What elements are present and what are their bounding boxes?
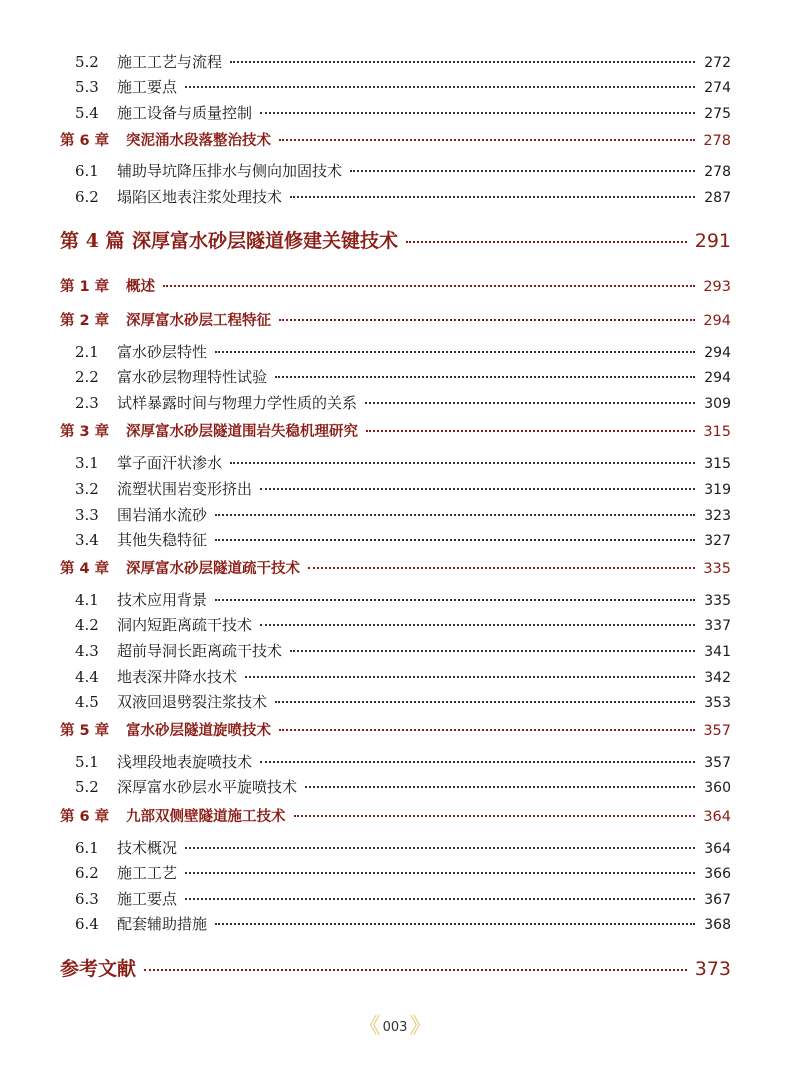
entry-page-number: 274 (704, 80, 731, 96)
toc-section-entry[interactable] (0, 751, 790, 773)
entry-title: 施工要点 (117, 890, 178, 908)
dot-leader (294, 815, 696, 817)
dot-leader (275, 376, 695, 378)
entry-number: 第 3 章 (60, 424, 110, 440)
entry-page-number: 278 (704, 164, 731, 180)
entry-number: 6.1 (75, 162, 99, 180)
toc-section-entry[interactable] (0, 589, 790, 611)
entry-page-number: 294 (704, 345, 731, 361)
entry-title: 洞内短距离疏干技术 (117, 616, 253, 634)
dot-leader (260, 112, 695, 114)
entry-number: 第 6 章 (60, 133, 110, 149)
toc-section-entry[interactable] (0, 691, 790, 713)
entry-page-number: 291 (694, 230, 731, 252)
toc-section-entry[interactable] (0, 888, 790, 910)
dot-leader (305, 786, 695, 788)
entry-number: 2.1 (75, 343, 99, 361)
entry-title: 浅埋段地表旋喷技术 (117, 753, 253, 771)
dot-leader (260, 488, 695, 490)
entry-page-number: 293 (703, 279, 731, 295)
dot-leader (279, 319, 695, 321)
entry-number: 第 4 篇 (60, 230, 125, 252)
entry-title: 施工设备与质量控制 (117, 104, 253, 122)
entry-title: 九部双侧壁隧道施工技术 (126, 809, 286, 825)
entry-title: 参考文献 (60, 958, 137, 980)
toc-section-entry[interactable] (0, 478, 790, 500)
entry-page-number: 366 (704, 866, 731, 882)
entry-page-number: 315 (703, 424, 731, 440)
entry-page-number: 364 (703, 809, 731, 825)
entry-number: 5.2 (75, 778, 99, 796)
entry-title: 施工工艺 (117, 864, 178, 882)
folio-number: 003 (382, 1019, 408, 1035)
entry-number: 6.1 (75, 839, 99, 857)
dot-leader (185, 872, 695, 874)
entry-page-number: 309 (704, 396, 731, 412)
entry-number: 第 6 章 (60, 809, 110, 825)
toc-section-entry[interactable] (0, 862, 790, 884)
dot-leader (406, 241, 687, 243)
entry-title: 其他失稳特征 (117, 531, 208, 549)
toc-section-entry[interactable] (0, 366, 790, 388)
dot-leader (230, 61, 695, 63)
dot-leader (290, 650, 695, 652)
dot-leader (185, 86, 695, 88)
toc-section-entry[interactable] (0, 614, 790, 636)
toc-references-entry[interactable] (0, 955, 790, 983)
dot-leader (275, 701, 695, 703)
entry-title: 深厚富水砂层隧道围岩失稳机理研究 (126, 424, 358, 440)
dot-leader (163, 285, 695, 287)
entry-page-number: 373 (694, 958, 731, 980)
entry-number: 6.4 (75, 915, 99, 933)
dot-leader (260, 624, 695, 626)
entry-title: 技术概况 (117, 839, 178, 857)
entry-title: 双液回退劈裂注浆技术 (117, 693, 268, 711)
entry-number: 第 1 章 (60, 279, 110, 295)
entry-title: 超前导洞长距离疏干技术 (117, 642, 283, 660)
dot-leader (366, 430, 695, 432)
dot-leader (260, 761, 695, 763)
entry-number: 6.3 (75, 890, 99, 908)
entry-title: 塌陷区地表注浆处理技术 (117, 188, 283, 206)
dot-leader (185, 847, 695, 849)
entry-number: 5.3 (75, 78, 99, 96)
entry-title: 深厚富水砂层隧道修建关键技术 (132, 230, 399, 252)
toc-chapter-entry[interactable] (0, 421, 790, 443)
entry-page-number: 357 (704, 755, 731, 771)
toc-section-entry[interactable] (0, 341, 790, 363)
entry-page-number: 364 (704, 841, 731, 857)
page-number (358, 1014, 432, 1040)
toc-section-entry[interactable] (0, 76, 790, 98)
entry-page-number: 323 (704, 508, 731, 524)
toc-section-entry[interactable] (0, 102, 790, 124)
entry-title: 富水砂层特性 (117, 343, 208, 361)
entry-title: 深厚富水砂层隧道疏干技术 (126, 561, 300, 577)
entry-number: 第 2 章 (60, 313, 110, 329)
entry-page-number: 337 (704, 618, 731, 634)
dot-leader (308, 567, 695, 569)
entry-title: 富水砂层物理特性试验 (117, 368, 268, 386)
toc-chapter-entry[interactable] (0, 806, 790, 828)
toc-section-entry[interactable] (0, 837, 790, 859)
entry-title: 施工工艺与流程 (117, 53, 223, 71)
entry-title: 围岩涌水流砂 (117, 506, 208, 524)
entry-page-number: 275 (704, 106, 731, 122)
entry-number: 2.3 (75, 394, 99, 412)
entry-number: 2.2 (75, 368, 99, 386)
entry-number: 3.1 (75, 454, 99, 472)
dot-leader (279, 729, 695, 731)
entry-page-number: 353 (704, 695, 731, 711)
dot-leader (215, 599, 695, 601)
dot-leader (215, 514, 695, 516)
toc-chapter-entry[interactable] (0, 720, 790, 742)
dot-leader (215, 923, 695, 925)
entry-page-number: 368 (704, 917, 731, 933)
entry-page-number: 315 (704, 456, 731, 472)
entry-page-number: 357 (703, 723, 731, 739)
toc-section-entry[interactable] (0, 640, 790, 662)
entry-title: 技术应用背景 (117, 591, 208, 609)
dot-leader (215, 351, 695, 353)
entry-title: 试样暴露时间与物理力学性质的关系 (117, 394, 358, 412)
entry-number: 4.4 (75, 668, 99, 686)
toc-chapter-entry[interactable] (0, 558, 790, 580)
entry-title: 深厚富水砂层工程特征 (126, 313, 271, 329)
entry-page-number: 342 (704, 670, 731, 686)
entry-number: 第 4 章 (60, 561, 110, 577)
toc-section-entry[interactable] (0, 504, 790, 526)
dot-leader (245, 676, 695, 678)
folio-left-bracket-icon: 《 (358, 1014, 381, 1039)
dot-leader (144, 969, 687, 971)
entry-title: 流塑状围岩变形挤出 (117, 480, 253, 498)
entry-page-number: 294 (703, 313, 731, 329)
entry-number: 6.2 (75, 864, 99, 882)
toc-chapter-entry[interactable] (0, 130, 790, 152)
entry-number: 5.2 (75, 53, 99, 71)
toc-section-entry[interactable] (0, 452, 790, 474)
entry-number: 4.3 (75, 642, 99, 660)
dot-leader (365, 402, 695, 404)
entry-page-number: 319 (704, 482, 731, 498)
entry-page-number: 335 (704, 593, 731, 609)
entry-page-number: 335 (703, 561, 731, 577)
entry-page-number: 341 (704, 644, 731, 660)
entry-page-number: 360 (704, 780, 731, 796)
toc-section-entry[interactable] (0, 160, 790, 182)
entry-title: 富水砂层隧道旋喷技术 (126, 723, 271, 739)
entry-number: 3.2 (75, 480, 99, 498)
entry-title: 深厚富水砂层水平旋喷技术 (117, 778, 298, 796)
entry-title: 地表深井降水技术 (117, 668, 238, 686)
entry-page-number: 294 (704, 370, 731, 386)
entry-title: 突泥涌水段落整治技术 (126, 133, 271, 149)
dot-leader (185, 898, 695, 900)
toc-section-entry[interactable] (0, 529, 790, 551)
dot-leader (350, 170, 695, 172)
entry-page-number: 287 (704, 190, 731, 206)
toc-section-entry[interactable] (0, 666, 790, 688)
toc-chapter-entry[interactable] (0, 310, 790, 332)
toc-section-entry[interactable] (0, 392, 790, 414)
folio-right-bracket-icon: 》 (409, 1014, 432, 1039)
entry-title: 配套辅助措施 (117, 915, 208, 933)
entry-page-number: 272 (704, 55, 731, 71)
entry-page-number: 278 (703, 133, 731, 149)
entry-number: 6.2 (75, 188, 99, 206)
entry-number: 5.4 (75, 104, 99, 122)
entry-number: 4.2 (75, 616, 99, 634)
dot-leader (290, 196, 695, 198)
dot-leader (279, 139, 695, 141)
entry-title: 辅助导坑降压排水与侧向加固技术 (117, 162, 343, 180)
entry-title: 施工要点 (117, 78, 178, 96)
toc-section-entry[interactable] (0, 186, 790, 208)
toc-part-entry[interactable] (0, 227, 790, 255)
toc-section-entry[interactable] (0, 776, 790, 798)
entry-number: 3.4 (75, 531, 99, 549)
toc-section-entry[interactable] (0, 51, 790, 73)
entry-number: 5.1 (75, 753, 99, 771)
toc-section-entry[interactable] (0, 913, 790, 935)
entry-number: 第 5 章 (60, 723, 110, 739)
entry-number: 4.1 (75, 591, 99, 609)
entry-page-number: 327 (704, 533, 731, 549)
entry-page-number: 367 (704, 892, 731, 908)
entry-number: 3.3 (75, 506, 99, 524)
dot-leader (215, 539, 695, 541)
dot-leader (230, 462, 695, 464)
entry-title: 概述 (126, 279, 155, 295)
entry-title: 掌子面汗状渗水 (117, 454, 223, 472)
entry-number: 4.5 (75, 693, 99, 711)
toc-chapter-entry[interactable] (0, 276, 790, 298)
